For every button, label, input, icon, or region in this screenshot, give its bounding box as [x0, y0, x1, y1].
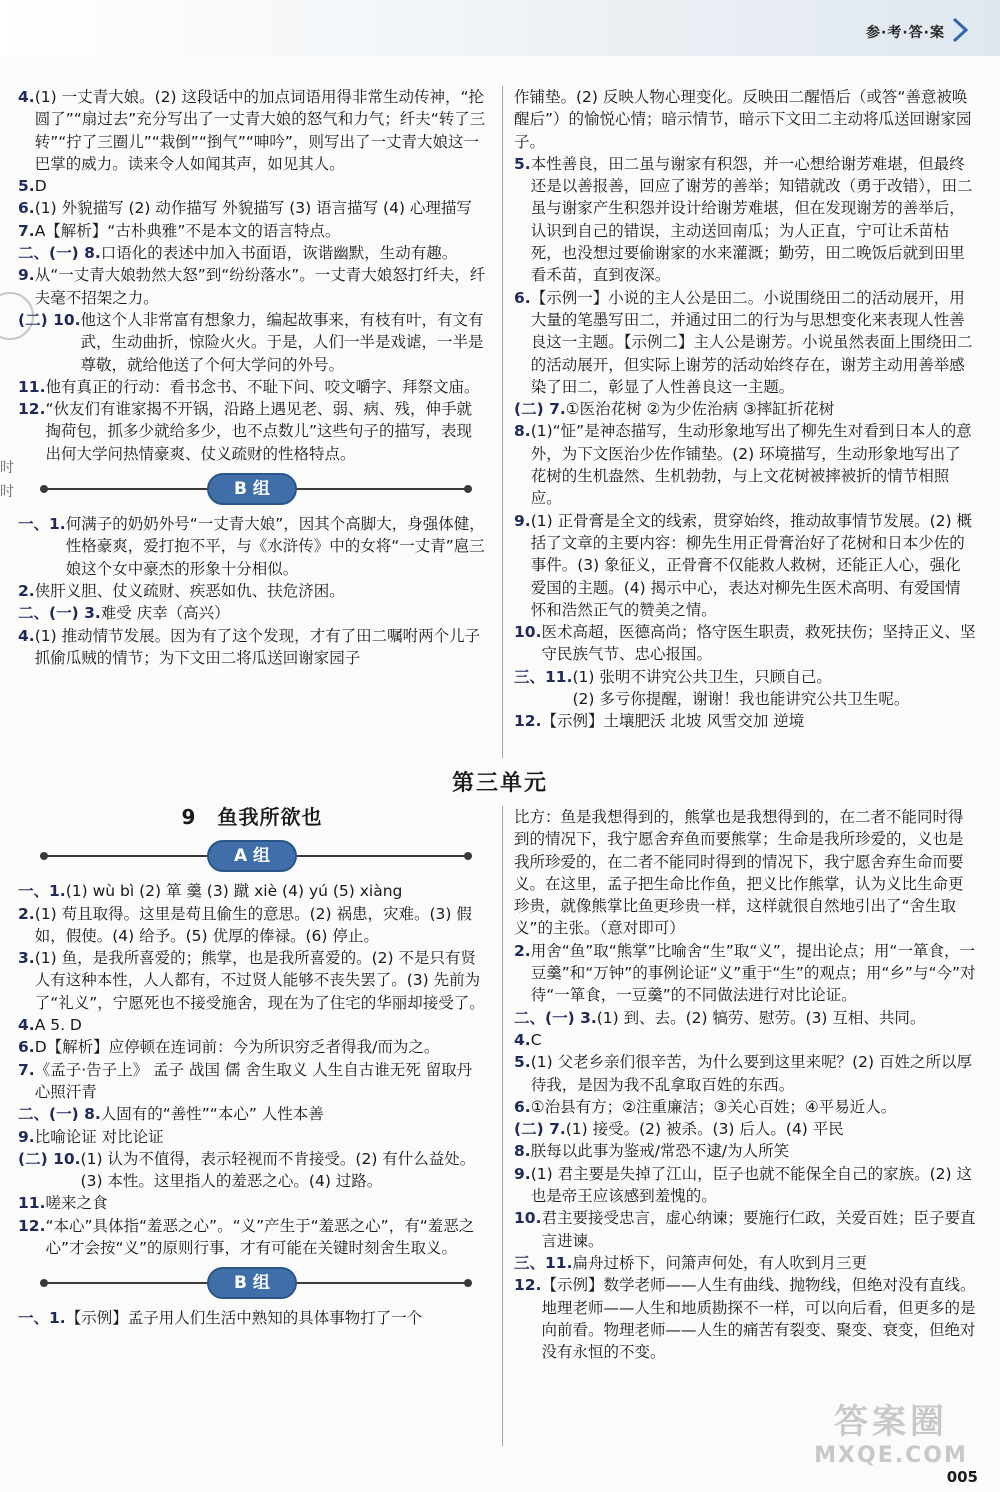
answer-item — [18, 580, 486, 602]
answer-item — [18, 903, 486, 948]
answer-number: 三、11. — [514, 667, 573, 686]
column-divider-bottom — [502, 806, 503, 1446]
answer-text: A 5. D — [34, 1016, 82, 1035]
answer-item — [514, 1118, 976, 1140]
answer-item — [18, 197, 486, 219]
answer-item — [514, 420, 976, 509]
answer-item — [514, 940, 976, 1007]
answer-text: 扁舟过桥下，问箫声何处，有人吹到月三更 — [572, 1253, 867, 1272]
answer-text: “伙友们有谁家揭不开锅，沿路上遇见老、弱、病、残，伸手就掏荷包，抓多少就给多少，也不点数儿”这些句子的描写，表现出何大学问热情豪爽、仗义疏财的性格特点。 — [45, 400, 473, 463]
answer-item — [18, 86, 486, 175]
answer-text: (1) 外貌描写 (2) 动作描写 外貌描写 (3) 语言描写 (4) 心理描写 — [34, 199, 472, 218]
answer-number: 6. — [514, 288, 531, 307]
answer-item — [514, 1274, 976, 1363]
answer-number: 5. — [514, 1053, 531, 1072]
answer-number: 2. — [514, 941, 531, 960]
answer-number: 9. — [18, 266, 35, 285]
answer-text: (1) 推动情节发展。因为有了这个发现，才有了田二嘱咐两个儿子抓偷瓜贼的情节；为下文田二将瓜送回谢家园子 — [34, 626, 481, 667]
answer-item — [514, 398, 976, 420]
answer-item — [18, 220, 486, 242]
answer-text: (1) 张明不讲究公共卫生，只顾自己。 (2) 多亏你提醒，谢谢！我也能讲究公共卫生呢。 — [572, 667, 910, 709]
answer-number: 10. — [514, 623, 542, 642]
answer-item — [18, 1192, 486, 1214]
answer-number: 7. — [18, 1060, 35, 1079]
answer-item — [514, 1140, 976, 1162]
answer-text: (1) 到、去。(2) 犒劳、慰劳。(3) 互相、共同。 — [596, 1008, 926, 1027]
answer-text: (1) wù bì (2) 箪 羹 (3) 蹴 xiè (4) yú (5) xiàng — [65, 882, 403, 901]
answer-text: ①医治花树 ②为少佐治病 ③摔缸折花树 — [565, 400, 835, 419]
answer-number: 6. — [18, 1038, 35, 1057]
side-margin-mark — [0, 456, 14, 504]
answer-item — [18, 1036, 486, 1058]
group-divider-b2 — [18, 1263, 486, 1303]
answer-item — [514, 1207, 976, 1252]
answer-text: C — [530, 1030, 542, 1049]
answer-item — [18, 1126, 486, 1148]
answer-number: 4. — [18, 626, 35, 645]
answer-text: 作铺垫。(2) 反映人物心理变化。反映田二醒悟后（或答“善意被唤醒后”）的愉悦心情；暗示情节，暗示下文田二主动将瓜送回谢家园子。 — [514, 88, 972, 151]
answer-number: 一、1. — [18, 515, 66, 534]
answer-number: 9. — [18, 1127, 35, 1146]
header-band — [0, 0, 1000, 56]
answer-number: 5. — [18, 177, 35, 196]
answer-number: (二) 10. — [18, 310, 81, 329]
answer-text: A【解析】“古朴典雅”不是本文的语言特点。 — [34, 221, 341, 240]
answer-item — [18, 625, 486, 670]
answer-number: 6. — [18, 199, 35, 218]
answer-item — [514, 710, 976, 732]
bottom-right-column — [514, 806, 976, 1363]
watermark — [806, 1394, 976, 1468]
answer-text: (1) 正骨膏是全文的线索，贯穿始终，推动故事情节发展。(2) 概括了文章的主要内容：柳先生用正骨膏治好了花树和日本少佐的事件。(3) 象征义，正骨膏不仅能救人救树，还能正人心，强化爱国的主题。(4) 揭示中心，表达对柳先生医术高明、有爱国情怀和浩然正气的赞美之情。 — [530, 511, 972, 619]
answer-text: 比方：鱼是我想得到的，熊掌也是我想得到的，在二者不能同时得到的情况下，我宁愿舍弃鱼而要熊掌；生命是我所珍爱的，义也是我所珍爱的，在二者不能同时得到的情况下，我宁愿舍弃生命而要义。在这里，孟子把生命比作鱼，把义比作熊掌，认为义比生命更珍贵，就像熊掌比鱼更珍贵一样，这样就很自然地引出了“舍生取义”的主张。（意对即可） — [514, 808, 964, 938]
answer-item — [18, 264, 486, 309]
answer-item — [18, 376, 486, 398]
answers-bottom-right — [514, 806, 976, 1363]
answers-b-group-2 — [18, 1307, 486, 1329]
answer-number: 一、1. — [18, 1309, 66, 1328]
answer-number: 2. — [18, 904, 35, 923]
answer-number: 11. — [18, 377, 46, 396]
answer-item — [514, 806, 976, 940]
group-divider-b — [18, 469, 486, 509]
answer-text: (1)“怔”是神态描写，生动形象地写出了柳先生对看到日本人的意外，为下文医治少佐作铺垫。(2) 环境描写，生动形象地写出了花树的生机盎然、生机勃勃，与上文花树被摔被折的情节相照应。 — [530, 422, 972, 508]
side-mark-char: 时 — [0, 460, 14, 476]
answer-number: 9. — [514, 1164, 531, 1183]
answer-text: D — [34, 177, 47, 196]
answers-top-right — [514, 86, 976, 733]
answer-item — [514, 666, 976, 711]
answer-item — [514, 621, 976, 666]
answer-item — [18, 947, 486, 1014]
header-label: 参·考·答·案 — [866, 25, 945, 41]
answer-item — [514, 153, 976, 287]
top-right-column — [514, 86, 976, 733]
answer-number: 9. — [514, 511, 531, 530]
answer-text: (1) 父老乡亲们很辛苦，为什么要到这里来呢？(2) 百姓之所以厚待我，是因为我不乱拿取百姓的东西。 — [530, 1053, 972, 1094]
answer-number: 二、(一) 3. — [18, 604, 101, 623]
bottom-left-column — [18, 806, 486, 1330]
answer-text: (1) 一丈青大娘。(2) 这段话中的加点词语用得非常生动传神，“抡圆了”“扇过去”充分写出了一丈青大娘的怒气和力气；纤夫“转了三转”“拧了三圈儿”“栽倒”“捯气”“呻吟”，则写出了一丈青大娘这一巴掌的威力。读来令人如闻其声，如见其人。 — [34, 88, 486, 173]
answer-item — [514, 1007, 976, 1029]
unit-title: 第三单元 — [451, 771, 548, 796]
answer-number: (二) 10. — [18, 1149, 81, 1168]
answer-text: 何满子的奶奶外号“一丈青大娘”，因其个高脚大，身强体健，性格豪爽，爱打抱不平，与《水浒传》中的女将“一丈青”扈三娘这个女中豪杰的形象十分相似。 — [65, 515, 485, 578]
answer-number: 三、11. — [514, 1253, 573, 1272]
group-label-b: B 组 — [207, 473, 297, 505]
answer-item — [18, 1307, 486, 1329]
answer-number: 8. — [514, 422, 531, 441]
answer-item — [18, 398, 486, 465]
answer-item — [18, 1148, 486, 1193]
answer-number: 2. — [18, 581, 35, 600]
group-divider-a — [18, 836, 486, 876]
answer-item — [18, 242, 486, 264]
answer-text: 【示例】孟子用人们生活中熟知的具体事物打了一个 — [65, 1309, 423, 1328]
page-number: 005 — [946, 1468, 978, 1486]
answer-number: 12. — [18, 400, 46, 419]
answer-number: (二) 7. — [514, 400, 566, 419]
answer-number: 12. — [18, 1216, 46, 1235]
answer-item — [18, 513, 486, 580]
answer-number: 11. — [18, 1194, 46, 1213]
answer-text: (1) 君主要是失掉了江山，臣子也就不能保全自己的家族。(2) 这也是帝王应该感到羞愧的。 — [530, 1164, 972, 1206]
answer-item — [18, 1215, 486, 1260]
answer-number: 12. — [514, 1276, 542, 1295]
answer-number: 6. — [514, 1097, 531, 1116]
answers-top-left — [18, 86, 486, 465]
answer-text: (1) 鱼，是我所喜爱的；熊掌，也是我所喜爱的。(2) 不是只有贤人有这种本性，人人都有，不过贤人能够不丧失罢了。(3) 先前为了“礼义”，宁愿死也不接受施舍，现在为了住宅的华丽却接受了。 — [34, 949, 485, 1012]
answer-text: 用舍“鱼”取“熊掌”比喻舍“生”取“义”，提出论点；用“一箪食，一豆羹”和“万钟”的事例论证“义”重于“生”的观点；用“乡”与“今”对待“一箪食，一豆羹”的不同做法进行对比论证。 — [530, 941, 976, 1005]
answer-item — [514, 1029, 976, 1051]
answer-number: 二、(一) 8. — [18, 244, 101, 263]
answer-text: (1) 接受。(2) 被杀。(3) 后人。(4) 平民 — [565, 1120, 844, 1139]
answer-item — [18, 309, 486, 376]
answer-text: 口语化的表述中加入书面语，诙谐幽默，生动有趣。 — [100, 244, 458, 263]
answer-item — [514, 1163, 976, 1208]
answer-text: 难受 庆幸（高兴） — [100, 604, 230, 623]
top-left-column — [18, 86, 486, 669]
answer-text: 【示例一】小说的主人公是田二。小说围绕田二的活动展开，用大量的笔墨写田二，并通过田二的行为与思想变化来表现人性善良这一主题。【示例二】主人公是谢芳。小说虽然表面上围绕田二的活动展开，但实际上谢芳的活动始终存在，谢芳主动用善举感染了田二，彰显了人性善良这一主题。 — [530, 288, 973, 396]
answer-number: 4. — [18, 88, 35, 106]
answer-item — [18, 1059, 486, 1104]
answer-text: D【解析】应停顿在连词前：今为所识穷乏者得我/而为之。 — [34, 1038, 440, 1057]
answers-b-group — [18, 513, 486, 669]
answer-item — [514, 86, 976, 153]
answer-item — [18, 880, 486, 902]
answer-item — [514, 1096, 976, 1118]
lesson-title: 9 鱼我所欲也 — [181, 805, 323, 829]
answer-item — [18, 175, 486, 197]
answer-text: 人固有的“善性”“本心” 人性本善 — [100, 1105, 324, 1124]
answer-number: 4. — [514, 1030, 531, 1049]
answer-item — [514, 287, 976, 398]
group-label-b2: B 组 — [207, 1267, 297, 1299]
column-divider-top — [502, 86, 503, 758]
answer-text: 君主要接受忠言，虚心纳谏；要施行仁政，关爱百姓；臣子要直言进谏。 — [541, 1209, 976, 1250]
answer-text: 从“一丈青大娘勃然大怒”到“纷纷落水”。一丈青大娘怒打纤夫，纤夫毫不招架之力。 — [34, 266, 486, 307]
watermark-line2: MXQE.COM — [814, 1443, 968, 1468]
answer-text: 比喻论证 对比论证 — [34, 1127, 164, 1146]
answer-text: ①治县有方；②注重廉洁；③关心百姓；④平易近人。 — [530, 1097, 897, 1116]
answer-item — [18, 1103, 486, 1125]
answer-number: 一、1. — [18, 882, 66, 901]
group-label-a: A 组 — [207, 840, 297, 872]
watermark-line1: 答案圈 — [834, 1402, 948, 1442]
answer-item — [18, 1014, 486, 1036]
answer-text: 他这个人非常富有想象力，编起故事来，有枝有叶，有文有武，生动曲折，惊险火火。于是，人们一半是戏谑，一半是尊敬，就给他送了个何大学问的外号。 — [80, 310, 484, 374]
answer-text: 他有真正的行动：看书念书、不耻下问、咬文嚼字、拜祭文庙。 — [45, 377, 480, 396]
side-mark-char: 时 — [0, 484, 14, 500]
answer-text: 《孟子·告子上》 孟子 战国 儒 舍生取义 人生自古谁无死 留取丹心照汗青 — [34, 1060, 473, 1101]
answer-number: 二、(一) 8. — [18, 1105, 101, 1124]
answer-text: “本心”具体指“羞恶之心”。“义”产生于“羞恶之心”，有“羞恶之心”才会按“义”的原则行事，才有可能在关键时刻舍生取义。 — [45, 1216, 475, 1258]
answer-number: 10. — [514, 1209, 542, 1228]
answer-number: 4. — [18, 1016, 35, 1035]
answer-number: 7. — [18, 221, 35, 240]
answer-number: 8. — [514, 1142, 531, 1161]
answer-number: 二、(一) 3. — [514, 1008, 597, 1027]
answers-a-group — [18, 880, 486, 1259]
answer-number: 3. — [18, 949, 35, 968]
answer-text: 【示例】数学老师——人生有曲线、抛物线，但绝对没有直线。地理老师——人生和地质勘探不一样，可以向后看，但更多的是向前看。物理老师——人生的痛苦有裂变、聚变、衰变，但绝对没有永恒的不变。 — [541, 1276, 976, 1362]
answer-number: (二) 7. — [514, 1120, 566, 1139]
answer-text: 朕每以此事为鉴戒/常恐不逮/为人所笑 — [530, 1142, 790, 1161]
answer-number: 5. — [514, 154, 531, 173]
answer-item — [18, 602, 486, 624]
answer-text: 医术高超，医德高尚；恪守医生职责，救死扶伤；坚持正义、坚守民族气节、忠心报国。 — [541, 623, 976, 664]
answer-text: (1) 苟且取得。这里是苟且偷生的意思。(2) 祸患，灾难。(3) 假如，假使。(4) 给予。(5) 优厚的俸禄。(6) 停止。 — [34, 904, 472, 945]
answer-item — [514, 1051, 976, 1096]
answer-number: 12. — [514, 712, 542, 731]
answer-text: 【示例】土壤肥沃 北坡 风雪交加 逆境 — [541, 712, 805, 731]
answer-text: (1) 认为不值得，表示轻视而不肯接受。(2) 有什么益处。(3) 本性。这里指人的羞恶之心。(4) 过路。 — [80, 1149, 476, 1191]
answer-item — [514, 510, 976, 621]
answer-text: 嗟来之食 — [45, 1194, 108, 1213]
answer-text: 侠肝义胆、仗义疏财、疾恶如仇、扶危济困。 — [34, 581, 345, 600]
answer-text: 本性善良，田二虽与谢家有积怨，并一心想给谢芳难堪，但最终还是以善报善，回应了谢芳的善举；知错就改（勇于改错），田二虽与谢家产生积怨并设计给谢芳难堪，但在发现谢芳的善举后，认识到自己的错误，主动送回南瓜；为人正直，宁可让禾苗枯死，也没想过要偷谢家的水来灌溉；勤劳，田二晚饭后就到田里看禾苗，直到夜深。 — [530, 154, 973, 285]
answer-item — [514, 1252, 976, 1274]
chevron-right-icon — [946, 16, 974, 44]
